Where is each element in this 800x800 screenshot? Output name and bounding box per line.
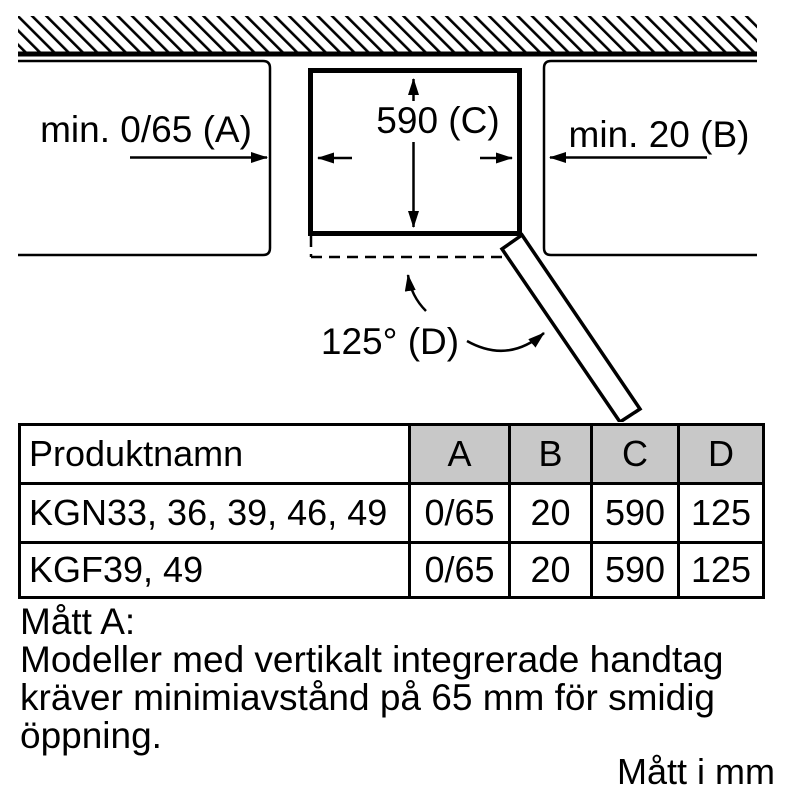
col-header-a: A xyxy=(410,425,510,484)
dashed-pointer-arrow xyxy=(408,275,426,311)
label-width-c: 590 (C) xyxy=(376,100,500,141)
product-name: KGN33, 36, 39, 46, 49 xyxy=(20,484,410,543)
note-title: Mått A: xyxy=(20,601,136,642)
note-line: öppning. xyxy=(20,715,162,756)
door-closed-dashed-line xyxy=(311,236,502,257)
value-d: 125 xyxy=(679,543,764,598)
note-text xyxy=(20,603,723,755)
value-b: 20 xyxy=(510,484,592,543)
col-header-d: D xyxy=(679,425,764,484)
col-header-productname: Produktnamn xyxy=(20,425,410,484)
units-label: Mått i mm xyxy=(617,751,775,792)
table-header-row xyxy=(20,425,764,484)
note-line: Modeller med vertikalt integrerade handtag xyxy=(20,639,724,680)
label-door-angle-d: 125° (D) xyxy=(320,321,460,362)
col-header-b: B xyxy=(510,425,592,484)
door-angle-arrow xyxy=(467,333,544,351)
label-clearance-a: min. 0/65 (A) xyxy=(40,109,252,150)
value-b: 20 xyxy=(510,543,592,598)
value-a: 0/65 xyxy=(410,543,510,598)
value-d: 125 xyxy=(679,484,764,543)
door-open xyxy=(502,235,640,422)
appliance-box xyxy=(311,71,520,234)
table-row xyxy=(20,484,764,543)
product-name: KGF39, 49 xyxy=(20,543,410,598)
value-c: 590 xyxy=(592,484,679,543)
value-c: 590 xyxy=(592,543,679,598)
table-row xyxy=(20,543,764,598)
wall-hatch xyxy=(18,16,757,52)
label-clearance-b: min. 20 (B) xyxy=(568,114,750,155)
value-a: 0/65 xyxy=(410,484,510,543)
col-header-c: C xyxy=(592,425,679,484)
note-line: kräver minimiavstånd på 65 mm för smidig xyxy=(20,677,715,718)
products-table xyxy=(18,423,765,599)
